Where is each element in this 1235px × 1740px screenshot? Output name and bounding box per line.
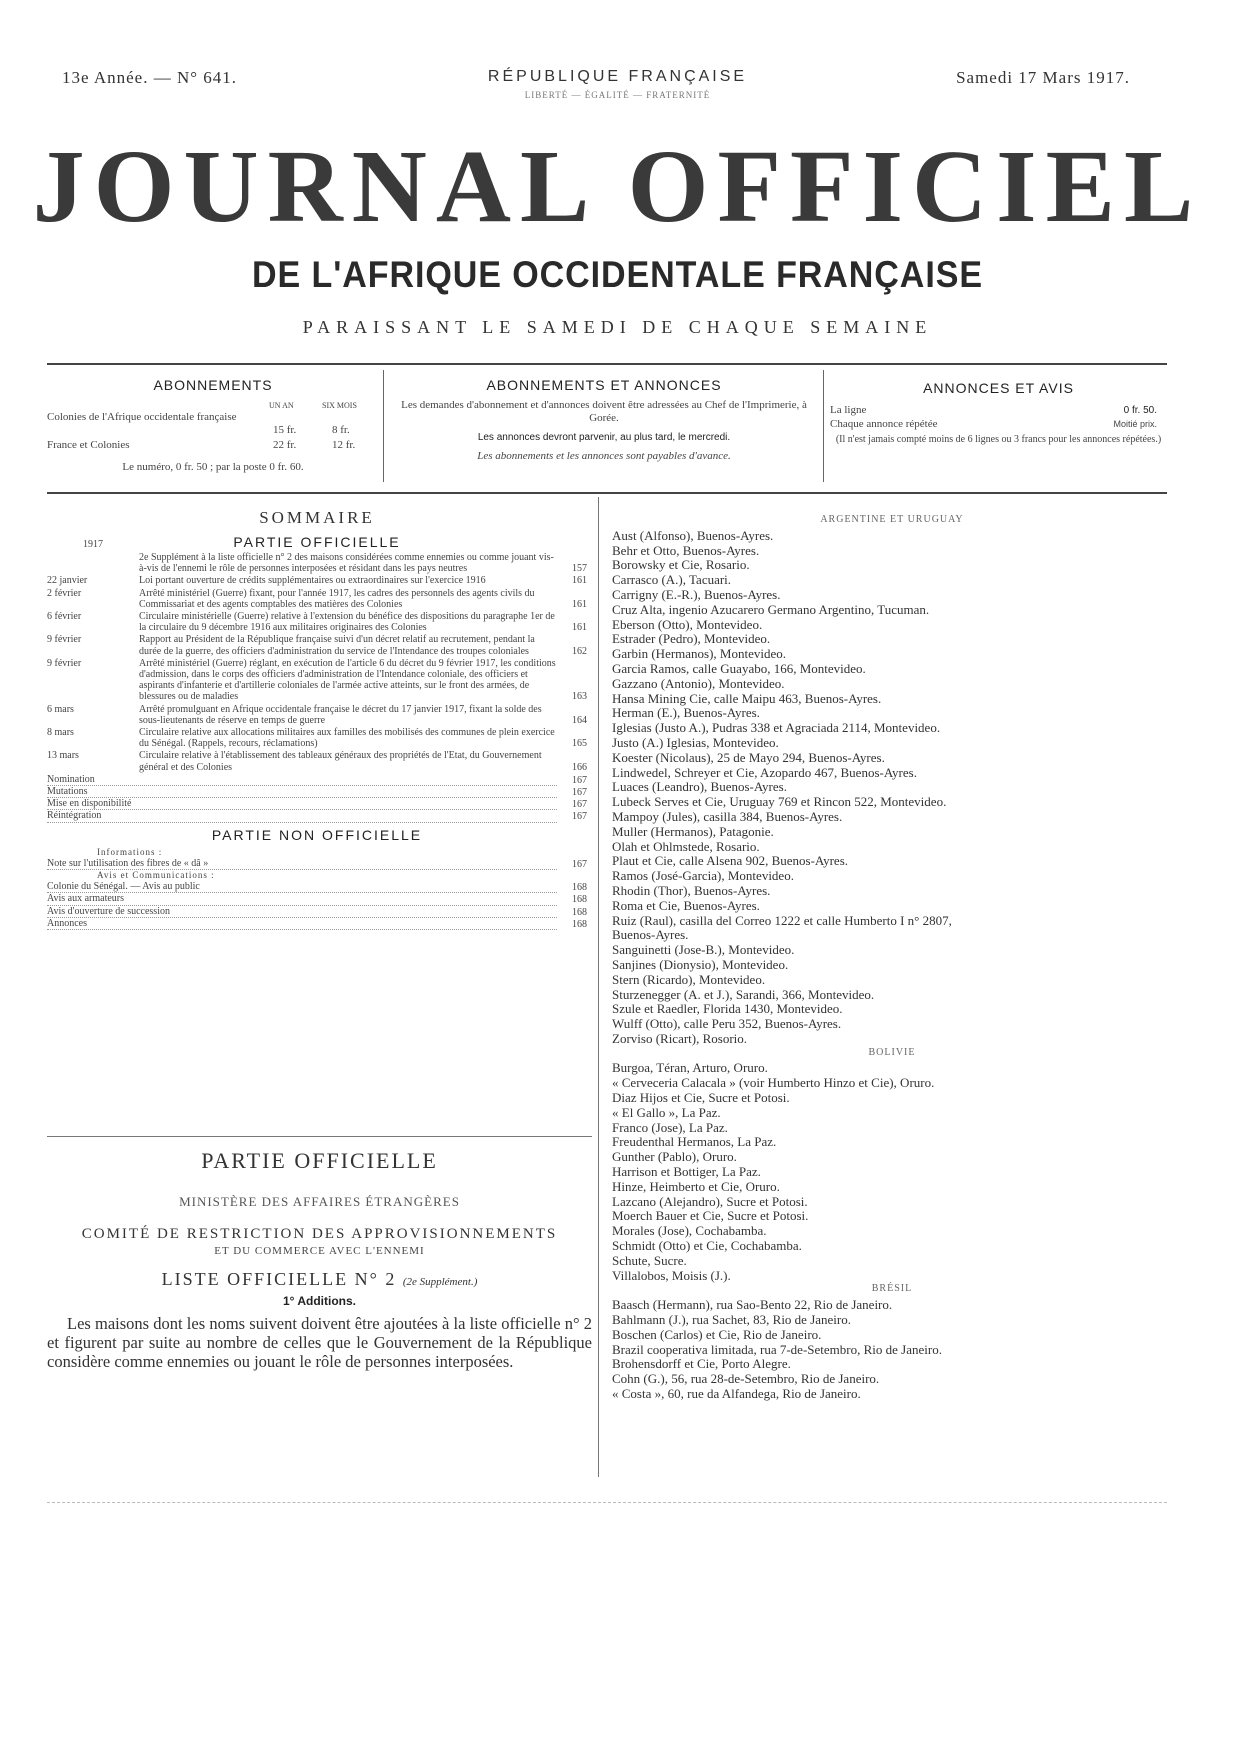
list-item: « Costa », 60, rue da Alfandega, Rio de Janeiro.: [612, 1387, 861, 1402]
list-item: Bahlmann (J.), rua Sachet, 83, Rio de Janeiro.: [612, 1313, 851, 1328]
summary-entry: [47, 750, 587, 772]
subscription-row-label: Colonies de l'Afrique occidentale française: [47, 411, 237, 423]
summary-entry: [47, 588, 587, 610]
list-item: Baasch (Hermann), rua Sao-Bento 22, Rio de Janeiro.: [612, 1298, 893, 1313]
summary-entry-date: 6 février: [47, 611, 82, 623]
subscription-row-year: 15 fr.: [273, 424, 297, 436]
summary-misc-item-text: Mutations: [47, 786, 557, 798]
list-item: « Cerveceria Calacala » (voir Humberto Hinzo et Cie), Oruro.: [612, 1076, 935, 1091]
summary-entry-date: 8 mars: [47, 727, 74, 739]
list-item: Hinze, Heimberto et Cie, Oruro.: [612, 1179, 780, 1194]
list-item: Plaut et Cie, calle Alsena 902, Buenos-Ayres.: [612, 854, 849, 869]
summary-entry-page: 161: [572, 622, 587, 634]
list-title: LISTE OFFICIELLE N° 2: [161, 1269, 397, 1289]
list-item: Burgoa, Téran, Arturo, Oruro.: [612, 1061, 768, 1076]
summary-part-official: PARTIE OFFICIELLE: [233, 534, 401, 550]
avis-item-text: Avis aux armateurs: [47, 893, 557, 905]
summary-misc-item-page: 167: [572, 811, 587, 823]
summary: [47, 508, 587, 930]
summary-misc-item-text: Mise en disponibilité: [47, 798, 557, 810]
summary-misc-item-page: 167: [572, 774, 587, 786]
list-item: Morales (Jose), Cochabamba.: [612, 1224, 767, 1239]
year-column-head: UN AN: [269, 401, 294, 410]
list-item: Hansa Mining Cie, calle Maipu 463, Buenos-Ayres.: [612, 691, 882, 706]
list-item: Boschen (Carlos) et Cie, Rio de Janeiro.: [612, 1327, 822, 1342]
list-item: Carrigny (E.-R.), Buenos-Ayres.: [612, 587, 781, 602]
list-item: Iglesias (Justo A.), Pudras 338 et Agraciada 2114, Montevideo.: [612, 721, 941, 736]
line-price-label: La ligne: [830, 404, 867, 416]
avis-heading: Avis et Communications :: [97, 870, 215, 881]
summary-entry: [47, 611, 587, 633]
summary-entry-date: 22 janvier: [47, 575, 88, 587]
avis-item-text: Avis d'ouverture de succession: [47, 906, 557, 918]
list-item: Zorviso (Ricart), Rosorio.: [612, 1031, 748, 1046]
subs-ads-column: [390, 377, 818, 463]
list-item: Stern (Ricardo), Montevideo.: [612, 972, 766, 987]
summary-entry-date: 6 mars: [47, 703, 74, 715]
official-title: PARTIE OFFICIELLE: [201, 1148, 438, 1173]
journal-title: JOURNAL OFFICIEL: [32, 129, 1203, 244]
avis-item-page: 168: [572, 882, 587, 894]
additions-body: Les maisons dont les noms suivent doivent être ajoutées à la liste officielle n° 2 et figurent par suite au nombre de celles que le Gouvernement de la République considère comme ennemies ou jouant le rôle de personnes interposées.: [47, 1314, 592, 1371]
ads-note: (Il n'est jamais compté moins de 6 lignes ou 3 francs pour les annonces répétées.): [835, 434, 1162, 445]
list-item: Behr et Otto, Buenos-Ayres.: [612, 543, 760, 558]
subscriptions-heading: ABONNEMENTS: [153, 377, 273, 393]
list-item: Schmidt (Otto) et Cie, Cochabamba.: [612, 1239, 802, 1254]
list-item: Koester (Nicolaus), 25 de Mayo 294, Buenos-Ayres.: [612, 750, 885, 765]
issue-number: 13e Année. — N° 641.: [62, 68, 238, 87]
summary-year: 1917: [83, 539, 103, 550]
list-item: Lindwedel, Schreyer et Cie, Azopardo 467, Buenos-Ayres.: [612, 765, 917, 780]
list-item: « El Gallo », La Paz.: [612, 1105, 721, 1120]
official-section: [47, 1148, 592, 1371]
repeat-price-label: Chaque annonce répétée: [830, 418, 938, 430]
summary-misc: [47, 774, 587, 823]
avis-item-page: 168: [572, 894, 587, 906]
list-item: Eberson (Otto), Montevideo.: [612, 617, 763, 632]
list-item: Villalobos, Moisis (J.).: [612, 1268, 731, 1283]
summary-entry-page: 166: [572, 761, 587, 773]
list-item: Cohn (G.), 56, rua 28-de-Setembro, Rio de Janeiro.: [612, 1372, 880, 1387]
summary-entry-page: 162: [572, 645, 587, 657]
summary-entry-date: 13 mars: [47, 750, 79, 762]
summary-entry-text: Arrêté ministériel (Guerre) réglant, en exécution de l'article 6 du décret du 9 février 1917, les conditions d'admission, dans le corps des officiers d'administration de l'Intendance coloniale, des officiers et aspirants d'infanterie et d'artillerie coloniales de l'armée active atteints, sur le front des armées, de blessures ou de maladies: [139, 657, 556, 703]
avis-item-page: 168: [572, 918, 587, 930]
avis-item-text: Annonces: [47, 918, 557, 930]
list-item: Aust (Alfonso), Buenos-Ayres.: [612, 528, 774, 543]
subs-ads-text: Les demandes d'abonnement et d'annonces doivent être adressées au Chef de l'Imprimerie, à Gorée.: [401, 399, 807, 424]
list-item: Diaz Hijos et Cie, Sucre et Potosi.: [612, 1091, 790, 1106]
list-item: Wulff (Otto), calle Peru 352, Buenos-Ayres.: [612, 1017, 842, 1032]
six-month-column-head: SIX MOIS: [322, 401, 357, 410]
heading-bolivia: BOLIVIE: [868, 1046, 916, 1058]
list-item: Schute, Sucre.: [612, 1253, 687, 1268]
summary-entry-text: Loi portant ouverture de crédits supplémentaires ou extraordinaires sur l'exercice 1916: [139, 575, 486, 587]
avis-item: [47, 881, 587, 893]
republic-label: RÉPUBLIQUE FRANÇAISE: [487, 68, 748, 85]
list-item: Mampoy (Jules), casilla 384, Buenos-Ayres.: [612, 809, 843, 824]
list-item: Buenos-Ayres.: [612, 928, 689, 943]
info-item-page: 167: [572, 858, 587, 870]
info-heading: Informations :: [97, 846, 163, 857]
avis-item: [47, 893, 587, 905]
summary-title: SOMMAIRE: [259, 508, 375, 527]
bolivia-list: [612, 1061, 1172, 1283]
list-item: Rhodin (Thor), Buenos-Ayres.: [612, 883, 771, 898]
list-item: Moerch Bauer et Cie, Sucre et Potosi.: [612, 1209, 809, 1224]
list-item: Freudenthal Hermanos, La Paz.: [612, 1135, 777, 1150]
list-supplement: (2e Supplément.): [402, 1276, 478, 1288]
list-item: Garcia Ramos, calle Guayabo, 166, Montevideo.: [612, 661, 866, 676]
summary-entry: [47, 634, 587, 656]
summary-entry-text: 2e Supplément à la liste officielle n° 2 des maisons considérées comme ennemies ou comme jouant vis-à-vis de l'ennemi le rôle de personnes interposées et résidant dans les pays neutres: [139, 552, 554, 575]
list-item: Brohensdorff et Cie, Porto Alegre.: [612, 1357, 791, 1372]
subscription-row-six: 12 fr.: [332, 439, 356, 451]
list-item: Lazcano (Alejandro), Sucre et Potosi.: [612, 1194, 808, 1209]
summary-entry-text: Rapport au Président de la République française suivi d'un décret relatif au recrutement, pendant la durée de la guerre, des officiers d'administration du service de l'Intendance des troupes coloniales: [139, 634, 535, 657]
summary-entry: [47, 704, 587, 726]
journal-subtitle: DE L'AFRIQUE OCCIDENTALE FRANÇAISE: [252, 254, 983, 295]
summary-part-nonofficial: PARTIE NON OFFICIELLE: [211, 826, 423, 843]
list-item: Brazil cooperativa limitada, rua 7-de-Setembro, Rio de Janeiro.: [612, 1342, 942, 1357]
summary-entry-text: Circulaire relative à l'établissement des tableaux généraux des propriétés de l'Etat, du Gouvernement général et des Colonies: [139, 750, 542, 773]
avis-item: [47, 918, 587, 930]
list-item: Franco (Jose), La Paz.: [612, 1120, 728, 1135]
summary-entry-text: Circulaire ministérielle (Guerre) relative à l'extension du bénéfice des dispositions du paragraphe 1er de la circulaire du 9 décembre 1916 aux militaires originaires des Colonies: [139, 611, 555, 634]
summary-entry-page: 161: [572, 575, 587, 587]
summary-entry-text: Arrêté ministériel (Guerre) fixant, pour l'année 1917, les cadres des personnels des agents civils du Commissariat et des agents comptables des matières des Colonies: [139, 587, 535, 610]
list-item: Sturzenegger (A. et J.), Sarandi, 366, Montevideo.: [612, 987, 875, 1002]
list-item: Sanjines (Dionysio), Montevideo.: [612, 957, 789, 972]
issue-date: Samedi 17 Mars 1917.: [956, 68, 1130, 87]
summary-entry: [47, 552, 587, 574]
summary-entries: [47, 552, 587, 773]
heading-argentina: ARGENTINE ET URUGUAY: [820, 514, 964, 525]
list-item: Garbin (Hermanos), Montevideo.: [612, 647, 787, 662]
summary-misc-item: [47, 810, 587, 822]
summary-entry-text: Arrêté promulguant en Afrique occidentale française le décret du 17 janvier 1917, fixant la solde des sous-lieutenants de réserve en temps de guerre: [139, 703, 542, 726]
summary-entry-date: 2 février: [47, 587, 82, 599]
subs-ads-heading: ABONNEMENTS ET ANNONCES: [486, 377, 722, 393]
summary-entry-page: 165: [572, 738, 587, 750]
list-item: Herman (E.), Buenos-Ayres.: [612, 706, 760, 721]
ministry-name: MINISTÈRE DES AFFAIRES ÉTRANGÈRES: [179, 1194, 460, 1209]
bottom-rule: [47, 1502, 1167, 1503]
single-number-price: Le numéro, 0 fr. 50 ; par la poste 0 fr. 60.: [122, 461, 304, 473]
motto: LIBERTÉ — ÉGALITÉ — FRATERNITÉ: [524, 90, 711, 100]
info-item: [47, 858, 587, 870]
list-item: Szule et Raedler, Florida 1430, Montevideo.: [612, 1002, 843, 1017]
summary-entry-page: 163: [572, 691, 587, 703]
list-item: Ruiz (Raul), casilla del Correo 1222 et calle Humberto I n° 2807,: [612, 913, 952, 928]
summary-misc-item: [47, 786, 587, 798]
deadline-text: Les annonces devront parvenir, au plus tard, le mercredi.: [477, 432, 731, 443]
list-item: Cruz Alta, ingenio Azucarero Germano Argentino, Tucuman.: [612, 602, 930, 617]
list-item: Justo (A.) Iglesias, Montevideo.: [612, 735, 779, 750]
payment-text: Les abonnements et les annonces sont payables d'avance.: [477, 450, 731, 462]
line-price: 0 fr. 50.: [1123, 405, 1157, 416]
heading-brazil: BRÉSIL: [871, 1283, 913, 1295]
summary-entry-page: 164: [572, 714, 587, 726]
subscription-row-year: 22 fr.: [273, 439, 297, 451]
summary-entry-date: [47, 552, 139, 574]
subscription-row-label: France et Colonies: [47, 439, 130, 451]
summary-misc-item-page: 167: [572, 787, 587, 799]
country-list: [612, 514, 1172, 1402]
list-item: Gunther (Pablo), Oruro.: [612, 1150, 737, 1165]
subscriptions-column: [47, 377, 379, 474]
ads-heading: ANNONCES ET AVIS: [923, 380, 1074, 396]
summary-entry: [47, 658, 587, 703]
summary-entry-date: 9 février: [47, 657, 82, 669]
argentina-list: [612, 529, 1172, 1047]
summary-entry: [47, 727, 587, 749]
subscription-row-six: 8 fr.: [332, 424, 350, 436]
info-item-text: Note sur l'utilisation des fibres de « dâ »: [47, 858, 557, 870]
list-item: Carrasco (A.), Tacuari.: [612, 573, 732, 588]
summary-entry-text: Circulaire relative aux allocations militaires aux familles des mobilisés des communes de plein exercice du Sénégal. (Rappels, recours, réclamations): [139, 727, 555, 750]
list-item: Ramos (José-Garcia), Montevideo.: [612, 869, 794, 884]
avis-item: [47, 906, 587, 918]
repeat-price: Moitié prix.: [1113, 419, 1157, 429]
avis-item-page: 168: [572, 906, 587, 918]
summary-entry: [47, 575, 587, 586]
summary-misc-item: [47, 774, 587, 786]
box-divider: [383, 370, 384, 482]
section-rule: [47, 1136, 592, 1137]
publication-frequency: PARAISSANT LE SAMEDI DE CHAQUE SEMAINE: [302, 317, 933, 337]
avis-entries: [47, 881, 587, 930]
column-divider: [598, 497, 599, 1477]
box-divider: [823, 370, 824, 482]
avis-item-text: Colonie du Sénégal. — Avis au public: [47, 881, 557, 893]
list-item: Sanguinetti (Jose-B.), Montevideo.: [612, 943, 795, 958]
list-item: Lubeck Serves et Cie, Uruguay 769 et Rincon 522, Montevideo.: [612, 795, 947, 810]
brazil-list: [612, 1298, 1172, 1402]
list-item: Muller (Hermanos), Patagonie.: [612, 824, 774, 839]
summary-entry-date: 9 février: [47, 634, 82, 646]
summary-misc-item-text: Nomination: [47, 774, 557, 786]
info-entries: [47, 858, 587, 870]
summary-entry-page: 157: [572, 563, 587, 575]
list-item: Gazzano (Antonio), Montevideo.: [612, 676, 785, 691]
committee-name: COMITÉ DE RESTRICTION DES APPROVISIONNEMENTS: [81, 1226, 558, 1242]
list-item: Roma et Cie, Buenos-Ayres.: [612, 898, 760, 913]
list-item: Borowsky et Cie, Rosario.: [612, 558, 750, 573]
list-item: Harrison et Bottiger, La Paz.: [612, 1165, 761, 1180]
summary-misc-item: [47, 798, 587, 810]
summary-misc-item-page: 167: [572, 799, 587, 811]
list-item: Luaces (Leandro), Buenos-Ayres.: [612, 780, 787, 795]
summary-misc-item-text: Réintégration: [47, 810, 557, 822]
summary-entry-page: 161: [572, 598, 587, 610]
additions-heading: 1° Additions.: [282, 1294, 357, 1308]
committee-subname: ET DU COMMERCE AVEC L'ENNEMI: [214, 1245, 425, 1257]
list-item: Olah et Ohlmstede, Rosario.: [612, 839, 760, 854]
list-item: Estrader (Pedro), Montevideo.: [612, 632, 771, 647]
ads-column: [830, 380, 1167, 445]
